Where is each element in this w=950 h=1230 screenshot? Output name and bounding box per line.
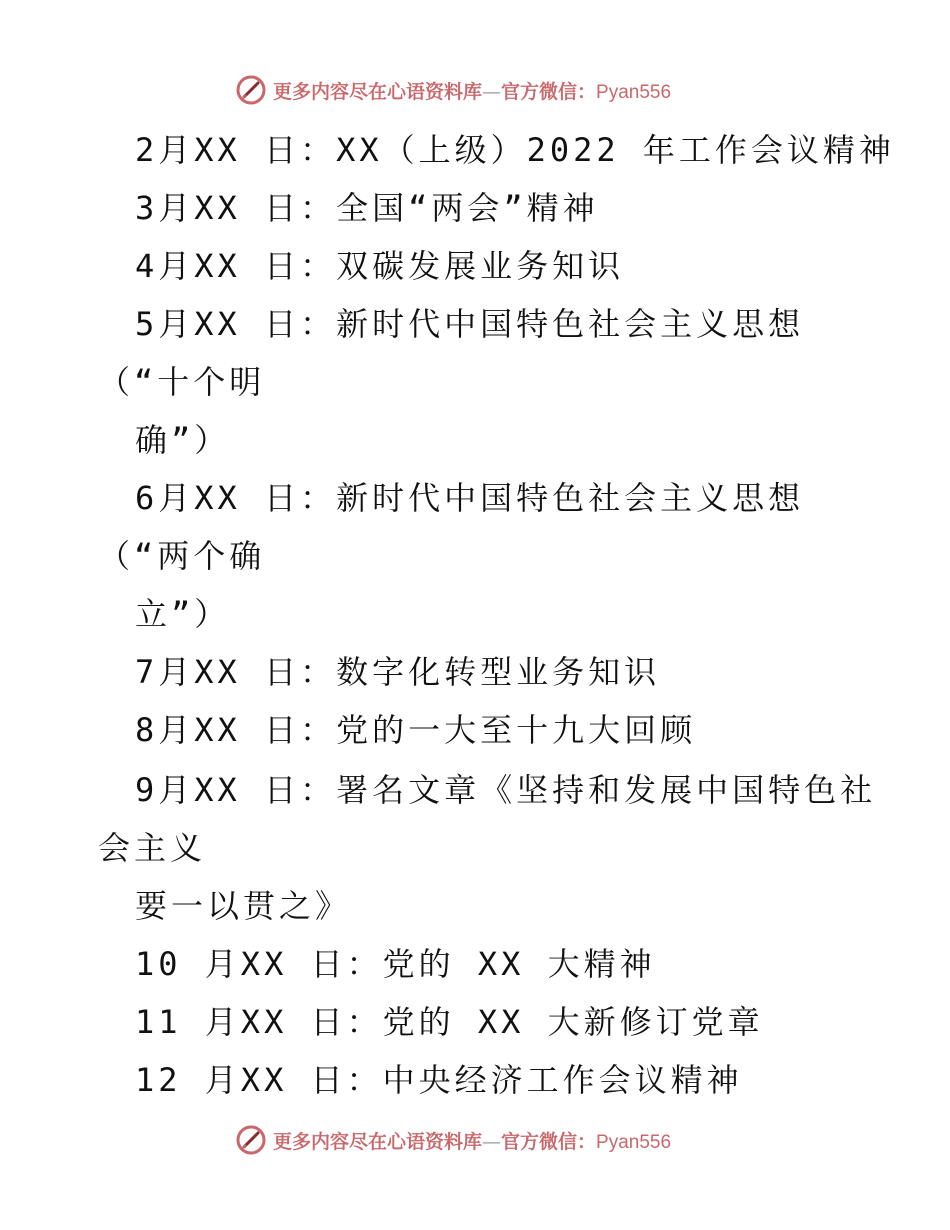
schedule-line-may-cont-2: 确”） [135,421,231,459]
watermark-site: 更多内容尽在心语资料库 [273,1130,483,1153]
watermark-site: 更多内容尽在心语资料库 [273,80,483,103]
watermark-label: 官方微信： [501,1130,597,1153]
schedule-line-sep-cont-2: 要一以贯之》 [135,887,352,925]
schedule-line-mar: 3月XX 日：全国“两会”精神 [135,189,599,227]
schedule-line-oct: 10 月XX 日：党的 XX 大精神 [135,945,656,983]
schedule-line-dec: 12 月XX 日：中央经济工作会议精神 [135,1061,743,1099]
schedule-line-may: 5月XX 日：新时代中国特色社会主义思想 [135,305,805,343]
schedule-line-feb: 2月XX 日：XX（上级）2022 年工作会议精神 [135,131,895,169]
schedule-line-sep-cont: 会主义 [98,829,207,867]
watermark-text [273,77,671,104]
pen-logo-icon [235,74,267,106]
watermark-dash: — [482,80,502,103]
schedule-line-may-cont: （“十个明 [98,363,266,401]
watermark-id: Pyan556 [596,1131,672,1153]
pen-logo-icon [235,1124,267,1156]
schedule-line-jun-cont-2: 立”） [135,595,231,633]
schedule-line-sep: 9月XX 日：署名文章《坚持和发展中国特色社 [135,771,877,809]
schedule-line-aug: 8月XX 日：党的一大至十九大回顾 [135,711,697,749]
schedule-line-nov: 11 月XX 日：党的 XX 大新修订党章 [135,1003,764,1041]
watermark-text [273,1127,671,1154]
watermark-footer [235,1122,671,1158]
schedule-line-jun: 6月XX 日：新时代中国特色社会主义思想 [135,479,805,517]
schedule-line-jul: 7月XX 日：数字化转型业务知识 [135,653,661,691]
watermark-dash: — [482,1130,502,1153]
schedule-line-jun-cont: （“两个确 [98,537,266,575]
watermark-header [235,72,671,108]
watermark-id: Pyan556 [596,81,672,103]
watermark-label: 官方微信： [501,80,597,103]
schedule-line-apr: 4月XX 日：双碳发展业务知识 [135,247,625,285]
